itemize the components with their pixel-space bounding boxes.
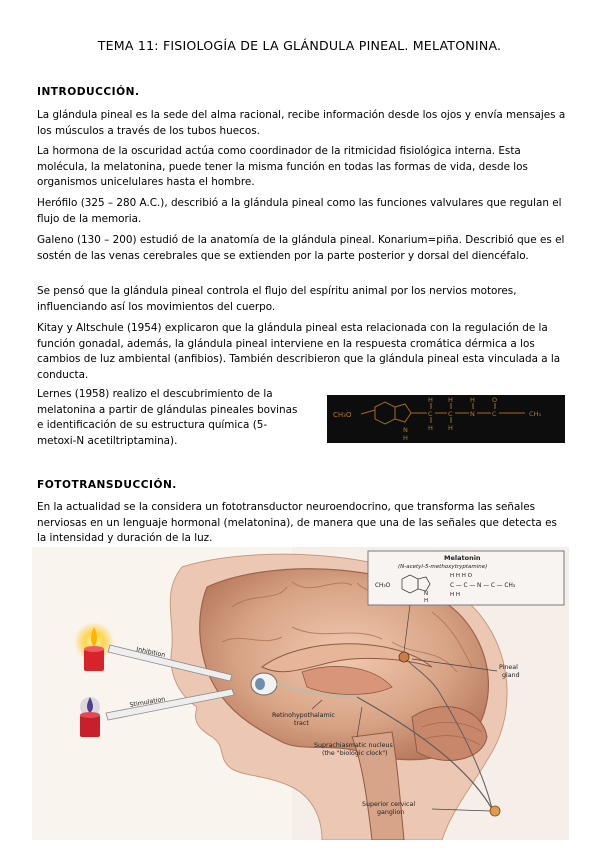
label-stimulation: Stimulation: [129, 695, 166, 709]
box-subtitle: (N-acetyl-5-methoxytryptamine): [398, 564, 488, 570]
box-title: Melatonin: [444, 554, 481, 562]
label-rht: Retinohypothalamic: [272, 712, 335, 719]
chem-ch3: CH₃: [529, 410, 542, 418]
page-title: TEMA 11: FISIOLOGÍA DE LA GLÁNDULA PINEAL. MELATONINA.: [97, 38, 502, 53]
chem-group-left: CH₃O: [333, 411, 352, 419]
label-scg-2: ganglion: [377, 809, 405, 816]
paragraph-5: Se pensó que la glándula pineal controla el flujo del espíritu animal por los nervios motores, influenciando así los movimientos del cuerpo.: [37, 285, 517, 313]
chem-top-h1: H: [428, 396, 433, 404]
chem-c3: C: [492, 410, 497, 418]
paragraph-2: La hormona de la oscuridad actúa como coordinador de la ritmicidad fisiológica interna. Esta molécula, la melatonina, puede tener la misma función en todas las formas de vida, desde los organismos unicelulares hasta el hombre.: [37, 145, 528, 188]
chem-top-o: O: [492, 396, 498, 404]
box-formula-chain: C — C — N — C — CH₃: [450, 583, 516, 589]
paragraph-8: En la actualidad se la considera un fototransductor neuroendocrino, que transforma las señales nerviosas en un lenguaje hormonal (melatonina), de manera que una de las señales que detecta es la intensidad y duración de la luz.: [37, 501, 557, 544]
paragraph-1: La glándula pineal es la sede del alma racional, recibe información desde los ojos y envía mensajes a los músculos a través de los tubos huecos.: [37, 109, 566, 137]
pineal-pathway-illustration: [32, 547, 569, 840]
chem-bottom-h2: H: [448, 424, 453, 432]
paragraph-7: Lernes (1958) realizo el descubrimiento de la melatonina a partir de glándulas pineales bovinas e identificación de su estructura química (5-metoxi-N acetiltriptamina).: [37, 388, 298, 447]
chem-ring-n: N: [403, 426, 408, 434]
chem-ring-h: H: [403, 434, 408, 442]
melatonin-structure-image: [327, 395, 565, 443]
label-inhibition: Inhibition: [135, 646, 166, 660]
chem-top-h2: H: [448, 396, 453, 404]
chem-top-h3: H: [470, 396, 475, 404]
label-rht-2: tract: [294, 720, 309, 727]
box-bottom-atoms: H H: [450, 592, 461, 598]
label-scg: Superior cervical: [362, 801, 416, 808]
box-n: N: [424, 591, 429, 597]
section-heading-fototransduccion: FOTOTRANSDUCCIÓN.: [37, 479, 177, 491]
label-scn-2: (the "biologic clock"): [322, 750, 388, 757]
paragraph-4: Galeno (130 – 200) estudió de la anatomía de la glándula pineal. Konarium=piña. Describió que es el sostén de las venas cerebrales que se extienden por la parte posterior y dorsal del diencéfalo.: [37, 234, 565, 262]
brain-diagram: [32, 547, 569, 840]
label-pineal: Pineal: [499, 664, 518, 671]
chem-n: N: [470, 410, 475, 418]
melatonin-structure-drawing: [327, 395, 565, 443]
paragraph-6: Kitay y Altschule (1954) explicaron que la glándula pineal esta relacionada con la regulación de la función gonadal, además, la glándula pineal interviene en la respuesta cromática dérmica a los cambios de luz ambiental (anfibios). También describieron que la glándula pineal esta vinculada a la conducta.: [37, 322, 561, 381]
chem-c2: C: [448, 410, 453, 418]
box-h: H: [424, 598, 429, 604]
chem-bottom-h1: H: [428, 424, 433, 432]
label-pineal-2: gland: [502, 672, 520, 679]
paragraph-3: Herófilo (325 – 280 A.C.), describió a la glándula pineal como las funciones valvulares que regulan el flujo de la memoria.: [37, 197, 562, 225]
box-top-atoms: H H H O: [450, 573, 472, 579]
box-formula-left: CH₃O: [375, 583, 391, 589]
chem-c1: C: [428, 410, 433, 418]
section-heading-introduccion: INTRODUCCIÓN.: [37, 86, 140, 98]
label-scn: Suprachiasmatic nucleus: [314, 742, 393, 749]
